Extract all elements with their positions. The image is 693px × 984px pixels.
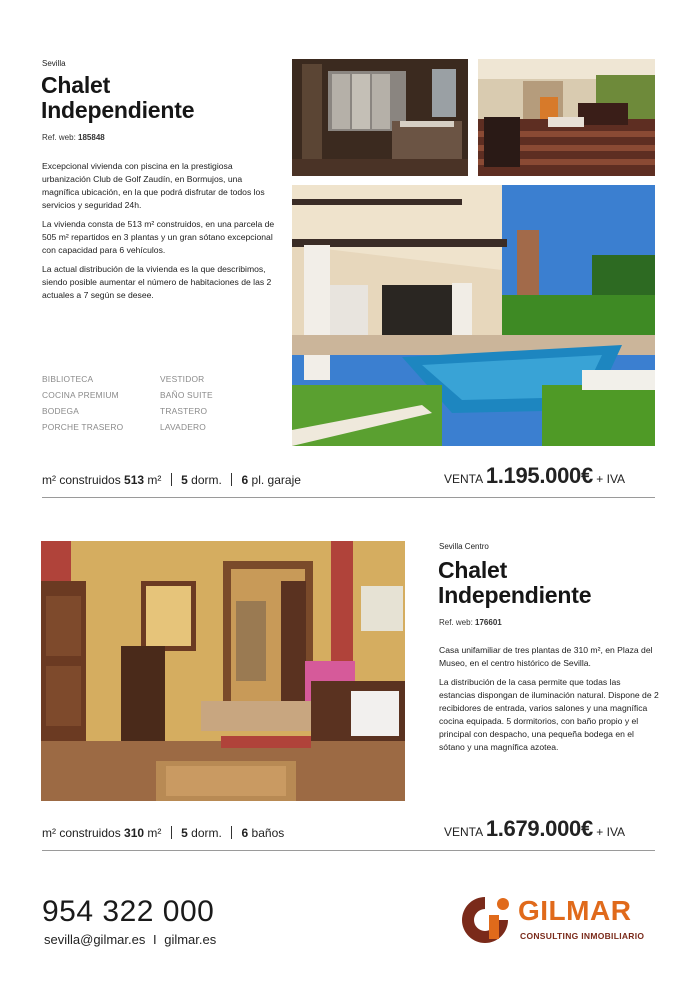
area-label: m² construidos bbox=[42, 826, 121, 840]
listing2-description bbox=[439, 644, 659, 760]
contact-email[interactable]: sevilla@gilmar.es bbox=[44, 932, 146, 947]
listing1-title-line2: Independiente bbox=[41, 97, 195, 123]
bathroom-photo bbox=[292, 59, 468, 176]
price-suffix: + IVA bbox=[596, 825, 626, 839]
spec-divider bbox=[231, 473, 232, 486]
living-room-photo bbox=[478, 59, 655, 176]
baths-label: baños bbox=[251, 826, 285, 840]
listing1-location: Sevilla bbox=[42, 59, 66, 68]
brand-tagline: CONSULTING INMOBILIARIO bbox=[520, 931, 645, 941]
garage-value: 6 bbox=[241, 473, 249, 487]
listing1-features-col1 bbox=[42, 371, 123, 435]
area-value: 513 bbox=[124, 473, 145, 487]
feature-item: LAVADERO bbox=[160, 422, 206, 432]
listing1-price bbox=[444, 463, 625, 489]
price-label: VENTA bbox=[444, 472, 483, 486]
gilmar-logo bbox=[456, 893, 656, 945]
contact-phone[interactable]: 954 322 000 bbox=[42, 895, 215, 928]
spec-divider bbox=[171, 826, 172, 839]
listing1-ref bbox=[42, 133, 105, 142]
feature-item: COCINA PREMIUM bbox=[42, 390, 119, 400]
pool-exterior-photo-art bbox=[292, 185, 655, 446]
listing2-paragraph: La distribución de la casa permite que todas las estancias dispongan de iluminación natural. Dispone de 2 recibidores de entrada, varios salones y una magnífica cocina equipada. 5 dormitorios, con baño propio y el principal con despacho, una pequeña bodega en el sótano y una magnífica azotea. bbox=[439, 677, 659, 752]
listing2-location: Sevilla Centro bbox=[439, 542, 489, 551]
feature-item: PORCHE TRASERO bbox=[42, 422, 124, 432]
listing2-price bbox=[444, 816, 625, 842]
listing2-title-line2: Independiente bbox=[438, 582, 592, 608]
pool-exterior-photo bbox=[292, 185, 655, 446]
beds-label: dorm. bbox=[191, 473, 222, 487]
area-unit: m² bbox=[147, 473, 162, 487]
contact-website[interactable]: gilmar.es bbox=[164, 932, 217, 947]
baths-value: 6 bbox=[241, 826, 249, 840]
feature-item: VESTIDOR bbox=[160, 374, 205, 384]
price-label: VENTA bbox=[444, 825, 483, 839]
listing1-description bbox=[42, 160, 278, 308]
price-amount: 1.195.000€ bbox=[485, 463, 593, 488]
contact-line bbox=[44, 932, 216, 947]
listing2-ref bbox=[439, 618, 502, 627]
listing1-features-col2 bbox=[160, 371, 213, 435]
living-room-photo-art bbox=[478, 59, 655, 176]
spec-divider bbox=[231, 826, 232, 839]
spec-divider bbox=[171, 473, 172, 486]
beds-value: 5 bbox=[181, 826, 188, 840]
beds-label: dorm. bbox=[191, 826, 222, 840]
listing2-paragraph: Casa unifamiliar de tres plantas de 310 m², en Plaza del Museo, en el centro histórico de Sevilla. bbox=[439, 645, 653, 668]
entrance-hall-photo-art bbox=[41, 541, 405, 801]
garage-label: pl. garaje bbox=[251, 473, 301, 487]
listing2-title-line1: Chalet bbox=[438, 557, 508, 583]
area-label: m² construidos bbox=[42, 473, 121, 487]
listing1-paragraph: Excepcional vivienda con piscina en la prestigiosa urbanización Club de Golf Zaudín, en Bormujos, una magnífica ubicación, en la que podrá disfrutar de todos los servicios y seguridad 24h. bbox=[42, 161, 265, 210]
price-amount: 1.679.000€ bbox=[485, 816, 593, 841]
contact-separator: I bbox=[152, 932, 157, 947]
area-unit: m² bbox=[147, 826, 162, 840]
divider-line bbox=[42, 850, 655, 851]
feature-item: BODEGA bbox=[42, 406, 80, 416]
listing1-title-line1: Chalet bbox=[41, 72, 111, 98]
listing1-title bbox=[41, 73, 194, 123]
listing2-ref-value: 176601 bbox=[475, 618, 502, 627]
listing2-specs bbox=[42, 826, 284, 840]
bathroom-photo-art bbox=[292, 59, 468, 176]
listing1-specs bbox=[42, 473, 301, 487]
listing1-paragraph: La vivienda consta de 513 m² construidos, en una parcela de 505 m² repartidos en 3 plantas y un gran sótano excepcional con capacidad para 6 vehículos. bbox=[42, 219, 275, 255]
listing1-paragraph: La actual distribución de la vivienda es la que describimos, siendo posible aumentar el número de habitaciones de las 2 actuales a 7 según se desee. bbox=[42, 264, 272, 300]
entrance-hall-photo bbox=[41, 541, 405, 801]
gilmar-logo-icon bbox=[456, 893, 514, 945]
beds-value: 5 bbox=[181, 473, 188, 487]
divider-line bbox=[42, 497, 655, 498]
area-value: 310 bbox=[124, 826, 145, 840]
feature-item: BIBLIOTECA bbox=[42, 374, 94, 384]
brand-name: GILMAR bbox=[518, 895, 632, 926]
listing2-ref-label: Ref. web: bbox=[439, 618, 473, 627]
feature-item: BAÑO SUITE bbox=[160, 390, 213, 400]
feature-item: TRASTERO bbox=[160, 406, 208, 416]
listing2-title bbox=[438, 558, 591, 608]
listing1-ref-label: Ref. web: bbox=[42, 133, 76, 142]
price-suffix: + IVA bbox=[596, 472, 626, 486]
listing1-ref-value: 185848 bbox=[78, 133, 105, 142]
